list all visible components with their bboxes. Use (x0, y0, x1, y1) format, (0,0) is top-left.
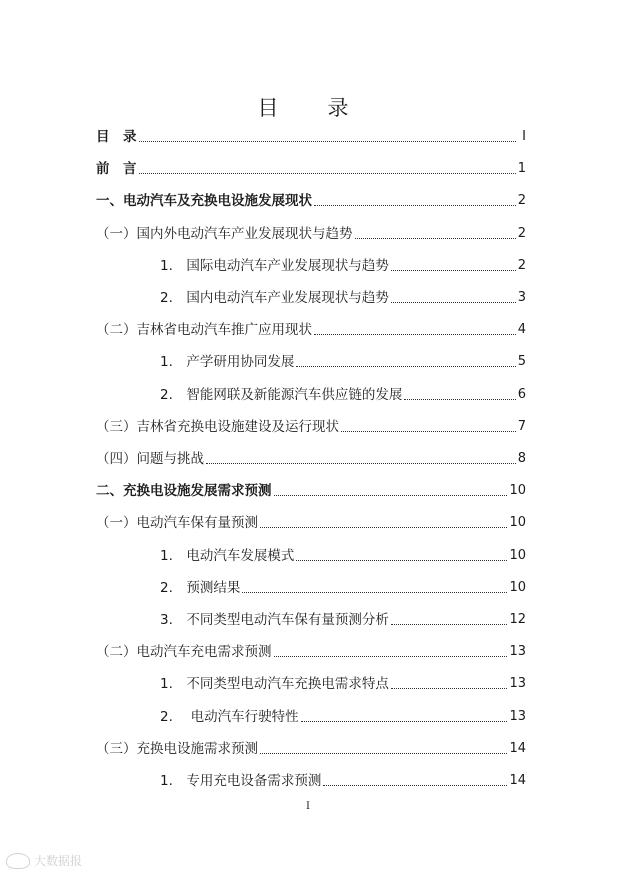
toc-entry[interactable] (0, 349, 620, 371)
toc-entry-label: （四）问题与挑战 (96, 451, 204, 467)
toc-entry-page: 8 (517, 451, 526, 466)
toc-entry-page: 3 (517, 290, 526, 305)
toc-entry[interactable] (0, 285, 620, 307)
toc-entry[interactable] (0, 188, 620, 210)
toc-entry[interactable] (0, 446, 620, 468)
toc-entry-page: 14 (509, 740, 526, 756)
watermark-text: 大数据报 (34, 854, 83, 868)
toc-dot-leader (323, 784, 507, 786)
toc-entry-page: 10 (509, 483, 526, 499)
toc-dot-leader (139, 172, 516, 174)
toc-entry-label: （一）电动汽车保有量预测 (96, 515, 258, 532)
toc-dot-leader (206, 462, 516, 464)
weibo-logo-icon (6, 853, 30, 869)
page-title: 目 录 (257, 96, 363, 120)
toc-entry[interactable] (0, 317, 620, 339)
toc-entry[interactable] (0, 221, 620, 243)
toc-dot-leader (314, 204, 516, 206)
toc-dot-leader (260, 526, 507, 528)
toc-dot-leader (296, 365, 515, 367)
toc-entry-label: 一、电动汽车及充换电设施发展现状 (96, 193, 312, 210)
toc-dot-leader (242, 591, 507, 593)
toc-entry[interactable] (0, 510, 620, 532)
toc-entry-label: （三）吉林省充换电设施建设及运行现状 (96, 418, 339, 435)
toc-entry[interactable] (0, 543, 620, 565)
toc-dot-leader (341, 430, 516, 432)
toc-entry-page: 5 (517, 354, 526, 370)
toc-entry-page: 10 (509, 547, 526, 563)
toc-entry-page: 2 (517, 225, 526, 241)
toc-entry-label: 目 录 (96, 129, 137, 145)
toc-dot-leader (296, 559, 507, 561)
toc-entry-label: 1. 国际电动汽车产业发展现状与趋势 (160, 257, 389, 274)
toc-entry-page: 14 (509, 773, 526, 788)
toc-dot-leader (139, 140, 517, 142)
toc-entry-page: 10 (509, 579, 526, 595)
toc-entry-label: （二）吉林省电动汽车推广应用现状 (96, 322, 312, 339)
toc-entry[interactable] (0, 671, 620, 693)
toc-entry-page: 13 (509, 708, 526, 724)
toc-entry-page: 13 (509, 676, 526, 692)
toc-dot-leader (274, 655, 508, 657)
toc-entry-page: 12 (509, 612, 526, 627)
toc-entry-page: 2 (517, 193, 526, 209)
toc-entry-label: 前 言 (96, 161, 137, 178)
toc-entry[interactable] (0, 478, 620, 500)
toc-dot-leader (301, 720, 508, 722)
toc-entry-label: 2. 电动汽车行驶特性 (160, 708, 299, 725)
toc-entry-label: 2. 预测结果 (160, 579, 241, 596)
toc-entry-label: 1. 专用充电设备需求预测 (160, 773, 322, 789)
toc-entry[interactable] (0, 575, 620, 597)
toc-dot-leader (260, 752, 507, 754)
toc-entry-label: 1. 电动汽车发展模式 (160, 547, 295, 564)
toc-entry-label: （三）充换电设施需求预测 (96, 740, 258, 757)
toc-entry[interactable] (0, 704, 620, 726)
toc-entry[interactable] (0, 124, 620, 146)
toc-entry-label: 2. 国内电动汽车产业发展现状与趋势 (160, 290, 389, 306)
toc-entry-label: 3. 不同类型电动汽车保有量预测分析 (160, 612, 389, 628)
toc-entry-page: 4 (517, 322, 526, 338)
toc-entry-label: 1. 不同类型电动汽车充换电需求特点 (160, 676, 389, 693)
toc-entry-label: 二、充换电设施发展需求预测 (96, 483, 272, 500)
toc-entry[interactable] (0, 414, 620, 436)
toc-entry-page: 2 (517, 257, 526, 273)
toc-entry-label: 2. 智能网联及新能源汽车供应链的发展 (160, 386, 403, 403)
toc-entry-label: （一）国内外电动汽车产业发展现状与趋势 (96, 225, 353, 242)
toc-entry-page: 10 (509, 515, 526, 531)
toc-entry-label: 1. 产学研用协同发展 (160, 354, 295, 371)
toc-entry[interactable] (0, 736, 620, 758)
toc-entry-label: （二）电动汽车充电需求预测 (96, 644, 272, 661)
toc-dot-leader (391, 687, 508, 689)
page-number: I (306, 801, 310, 812)
toc-dot-leader (391, 301, 516, 303)
toc-dot-leader (274, 494, 508, 496)
toc-entry[interactable] (0, 768, 620, 790)
toc-entry[interactable] (0, 382, 620, 404)
toc-dot-leader (391, 623, 508, 625)
toc-entry-page: 6 (517, 386, 526, 402)
toc-entry[interactable] (0, 253, 620, 275)
toc-dot-leader (355, 237, 516, 239)
toc-dot-leader (404, 398, 515, 400)
toc-entry[interactable] (0, 607, 620, 629)
toc-dot-leader (391, 269, 516, 271)
watermark (6, 852, 82, 869)
toc-entry-page: 1 (517, 161, 526, 177)
toc-dot-leader (314, 333, 516, 335)
toc-entry[interactable] (0, 156, 620, 178)
toc-entry[interactable] (0, 639, 620, 661)
toc-entry-page: 7 (517, 418, 526, 434)
toc-entry-page: I (522, 129, 526, 144)
toc-entry-page: 13 (509, 644, 526, 660)
